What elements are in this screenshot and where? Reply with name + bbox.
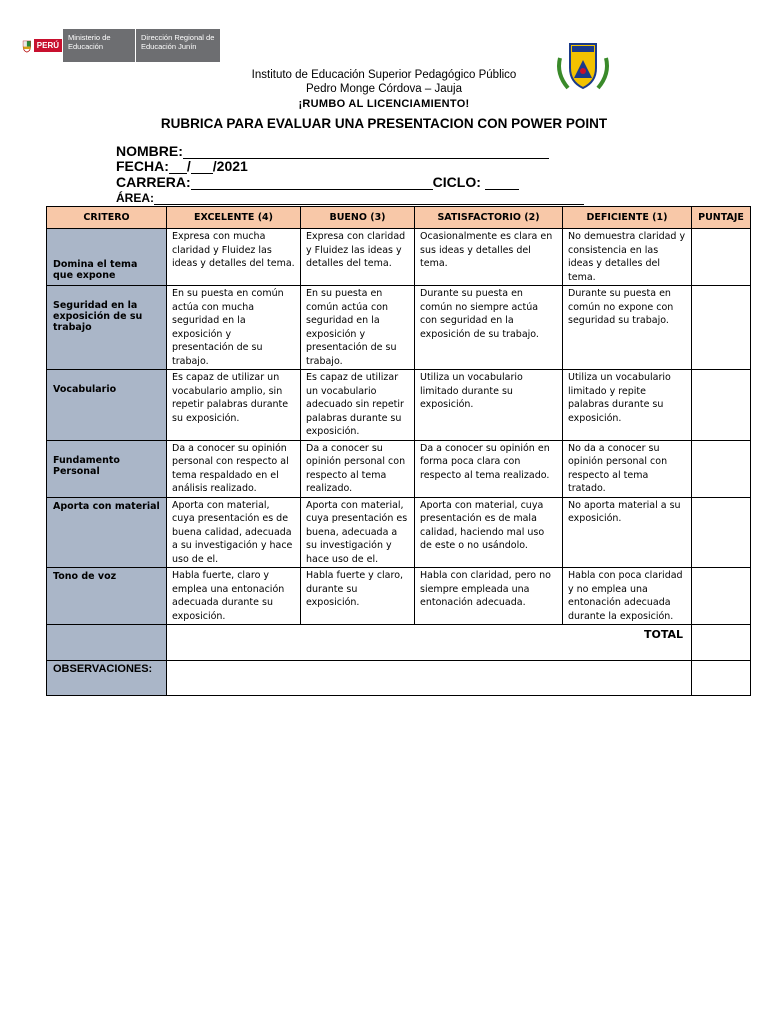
criterion-cell: Seguridad en la exposición de su trabajo (47, 286, 167, 370)
excelente-cell: Es capaz de utilizar un vocabulario amplio, sin repetir palabras durante su exposición. (167, 370, 301, 441)
bueno-cell: Da a conocer su opinión personal con respecto al tema realizado. (301, 440, 415, 497)
ciclo-line (485, 175, 519, 190)
table-row (47, 370, 751, 441)
table-row (47, 286, 751, 370)
total-row (47, 625, 751, 661)
total-label: TOTAL (167, 625, 692, 661)
table-row (47, 440, 751, 497)
deficiente-cell: Habla con poca claridad y no emplea una entonación adecuada durante la exposición. (563, 568, 692, 625)
fecha-label: FECHA: (116, 158, 169, 174)
regional-direction-label: Dirección Regional de Educación Junín (135, 29, 220, 62)
bueno-cell: Aporta con material, cuya presentación es buena, adecuada a su investigación y hace uso de el. (301, 497, 415, 568)
criterion-cell: Aporta con material (47, 497, 167, 568)
observaciones-input-cell[interactable] (167, 661, 692, 696)
institute-name: Instituto de Educación Superior Pedagógico Público (251, 69, 517, 81)
carrera-label: CARRERA: (116, 174, 191, 190)
total-criterion-cell (47, 625, 167, 661)
rubric-table (46, 206, 751, 696)
puntaje-input-cell[interactable] (692, 370, 751, 441)
puntaje-input-cell[interactable] (692, 497, 751, 568)
deficiente-cell: No aporta material a su exposición. (563, 497, 692, 568)
carrera-line (191, 175, 433, 190)
bueno-cell: Expresa con claridad y Fluidez las ideas y detalles del tema. (301, 229, 415, 286)
carrera-field[interactable] (116, 174, 519, 190)
bueno-cell: Habla fuerte y claro, durante su exposición. (301, 568, 415, 625)
excelente-cell: Expresa con mucha claridad y Fluidez las ideas y detalles del tema. (167, 229, 301, 286)
table-row (47, 229, 751, 286)
observaciones-label-cell (47, 661, 167, 696)
bueno-cell: Es capaz de utilizar un vocabulario adecuado sin repetir palabras durante su exposición. (301, 370, 415, 441)
area-line (154, 194, 584, 205)
criterion-cell: Tono de voz (47, 568, 167, 625)
slogan: ¡RUMBO AL LICENCIAMIENTO! (298, 98, 470, 110)
fecha-year: /2021 (212, 158, 248, 174)
document-title: RUBRICA PARA EVALUAR UNA PRESENTACION CON POWER POINT (160, 116, 608, 131)
peru-tag: PERÚ (34, 39, 62, 52)
bueno-cell: En su puesta en común actúa con seguridad en la exposición y presentación de su trabajo. (301, 286, 415, 370)
nombre-label: NOMBRE: (116, 143, 183, 159)
peru-logo (22, 29, 62, 62)
table-row (47, 568, 751, 625)
deficiente-cell: Utiliza un vocabulario limitado y repite palabras durante su exposición. (563, 370, 692, 441)
observaciones-row (47, 661, 751, 696)
satisfactorio-cell: Habla con claridad, pero no siempre empleada una entonación adecuada. (415, 568, 563, 625)
table-header-row (47, 207, 751, 229)
deficiente-cell: No demuestra claridad y consistencia en las ideas y detalles del tema. (563, 229, 692, 286)
excelente-cell: Da a conocer su opinión personal con respecto al tema respaldado en el análisis realizado. (167, 440, 301, 497)
excelente-cell: En su puesta en común actúa con mucha seguridad en la exposición y presentación de su trabajo. (167, 286, 301, 370)
deficiente-cell: No da a conocer su opinión personal con respecto al tema tratado. (563, 440, 692, 497)
puntaje-input-cell[interactable] (692, 440, 751, 497)
header-excelente: EXCELENTE (4) (167, 207, 301, 229)
fecha-sep1: / (186, 158, 191, 174)
institute-location: Pedro Monge Córdova – Jauja (306, 83, 462, 95)
satisfactorio-cell: Utiliza un vocabulario limitado durante su exposición. (415, 370, 563, 441)
table-row (47, 497, 751, 568)
peru-crest-icon (22, 35, 32, 57)
excelente-cell: Habla fuerte, claro y emplea una entonación adecuada durante su exposición. (167, 568, 301, 625)
header-puntaje: PUNTAJE (692, 207, 751, 229)
fecha-day-line (169, 159, 187, 174)
criterion-cell: Domina el tema que expone (47, 229, 167, 286)
criterion-cell: Vocabulario (47, 370, 167, 441)
nombre-line (183, 144, 549, 159)
total-input-cell[interactable] (692, 625, 751, 661)
satisfactorio-cell: Aporta con material, cuya presentación es de mala calidad, haciendo mal uso de este o no usándolo. (415, 497, 563, 568)
puntaje-input-cell[interactable] (692, 229, 751, 286)
nombre-field[interactable] (116, 143, 549, 159)
area-field[interactable] (116, 191, 584, 205)
ministry-label: Ministerio de Educación (62, 29, 135, 62)
satisfactorio-cell: Durante su puesta en común no siempre actúa con seguridad en la exposición de su trabajo. (415, 286, 563, 370)
ciclo-label: CICLO: (432, 174, 481, 190)
satisfactorio-cell: Da a conocer su opinión en forma poca clara con respecto al tema realizado. (415, 440, 563, 497)
fecha-field[interactable] (116, 158, 248, 174)
puntaje-input-cell[interactable] (692, 286, 751, 370)
deficiente-cell: Durante su puesta en común no expone con seguridad su trabajo. (563, 286, 692, 370)
header-deficiente: DEFICIENTE (1) (563, 207, 692, 229)
header-criterio: CRITERO (47, 207, 167, 229)
header-bueno: BUENO (3) (301, 207, 415, 229)
ministry-logo-band (22, 29, 220, 62)
puntaje-input-cell[interactable] (692, 568, 751, 625)
area-label: ÁREA: (116, 191, 154, 205)
header-satisfactorio: SATISFACTORIO (2) (415, 207, 563, 229)
satisfactorio-cell: Ocasionalmente es clara en sus ideas y detalles del tema. (415, 229, 563, 286)
observaciones-extra-cell[interactable] (692, 661, 751, 696)
excelente-cell: Aporta con material, cuya presentación es de buena calidad, adecuada a su investigación y hace uso de el. (167, 497, 301, 568)
fecha-month-line (191, 159, 213, 174)
observaciones-label: OBSERVACIONES: (53, 663, 153, 675)
criterion-cell: Fundamento Personal (47, 440, 167, 497)
